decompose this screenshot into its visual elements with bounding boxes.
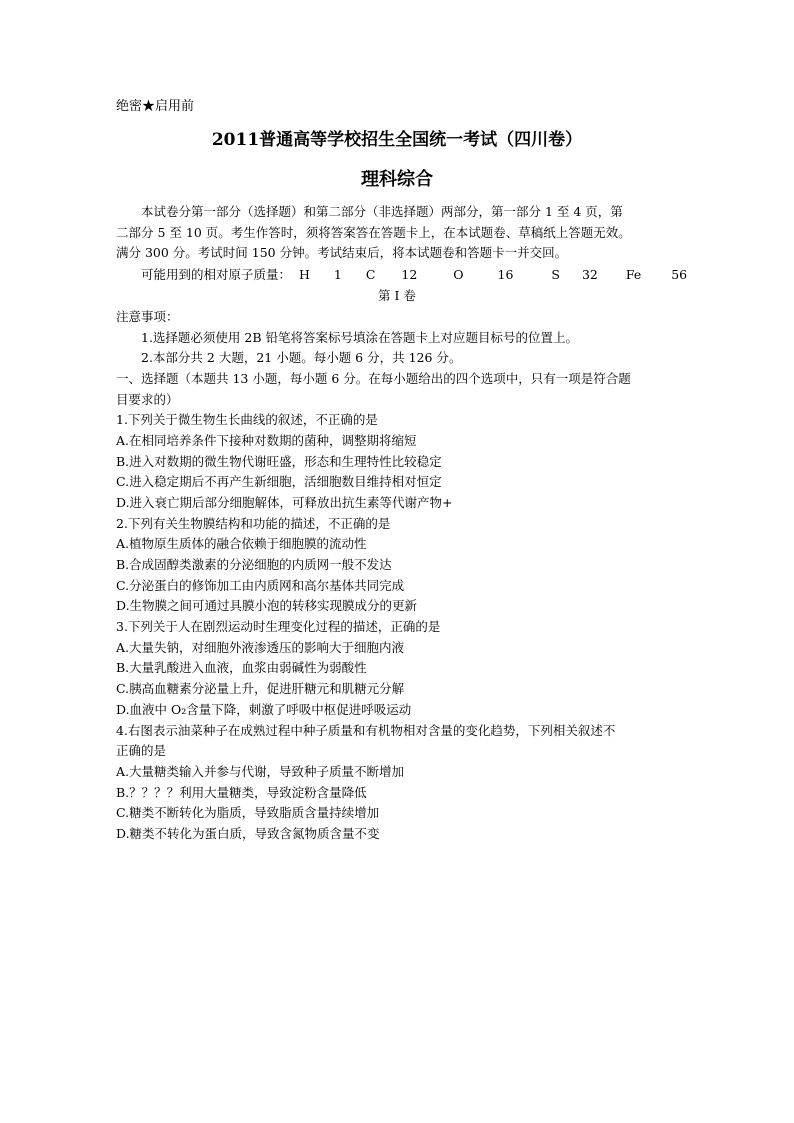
question-4-option-b: B.？？？？利用大量糖类，导致淀粉含量降低	[116, 785, 367, 800]
question-1-option-d: D.进入衰亡期后部分细胞解体，可释放出抗生素等代谢产物+	[116, 495, 453, 510]
intro-line-2: 二部分 5 至 10 页。考生作答时，须将答案答在答题卡上，在本试题卷、草稿纸上答题无效。	[116, 225, 631, 240]
question-2-option-c: C.分泌蛋白的修饰加工由内质网和高尔基体共同完成	[116, 578, 405, 593]
question-4-option-c: C.糖类不断转化为脂质，导致脂质含量持续增加	[116, 805, 380, 820]
question-4-option-a: A.大量糖类输入并参与代谢，导致种子质量不断增加	[116, 764, 405, 779]
notes-heading: 注意事项：	[116, 309, 179, 324]
mass-symbol: Fe	[625, 267, 642, 282]
question-3-option-a: A.大量失钠，对细胞外液渗透压的影响大于细胞内液	[116, 640, 405, 655]
page-subtitle: 理科综合	[361, 169, 433, 190]
question-4-option-d: D.糖类不转化为蛋白质，导致含氮物质含量不变	[116, 826, 380, 841]
mass-value: 1	[333, 267, 342, 282]
question-1-option-a: A.在相同培养条件下接种对数期的菌种，调整期将缩短	[116, 433, 417, 448]
page-title: 2011普通高等学校招生全国统一考试（四川卷）	[211, 130, 583, 150]
atomic-masses-label: 可能用到的相对原子质量：	[141, 267, 292, 282]
question-1-stem: 1.下列关于微生物生长曲线的叙述，不正确的是	[116, 412, 378, 427]
atomic-masses-line	[141, 265, 687, 285]
question-4-stem-line-2: 正确的是	[116, 743, 167, 758]
mass-symbol: C	[365, 267, 376, 282]
section-heading-line-2: 目要求的）	[116, 392, 179, 407]
mass-value: 12	[401, 267, 418, 282]
mass-value: 56	[671, 267, 688, 282]
volume-label: 第 I 卷	[378, 288, 416, 303]
question-3-option-d: D.血液中 O₂含量下降，刺激了呼吸中枢促进呼吸运动	[116, 702, 412, 717]
question-1-option-b: B.进入对数期的微生物代谢旺盛，形态和生理特性比较稳定	[116, 454, 442, 469]
secret-label: 绝密★启用前	[116, 99, 195, 114]
question-3-option-c: C.胰高血糖素分泌量上升，促进肝糖元和肌糖元分解	[116, 681, 405, 696]
question-3-option-b: B.大量乳酸进入血液，血浆由弱碱性为弱酸性	[116, 660, 367, 675]
mass-symbol: S	[551, 267, 560, 282]
note-item-1: 1.选择题必须使用 2B 铅笔将答案标号填涂在答题卡上对应题目标号的位置上。	[141, 330, 579, 345]
question-4-stem-line-1: 4.右图表示油菜种子在成熟过程中种子质量和有机物相对含量的变化趋势，下列相关叙述不	[116, 723, 616, 738]
question-3-stem: 3.下列关于人在剧烈运动时生理变化过程的描述，正确的是	[116, 619, 441, 634]
mass-symbol: H	[299, 267, 310, 282]
mass-symbol: O	[453, 267, 464, 282]
section-heading-line-1: 一、选择题（本题共 13 小题，每小题 6 分。在每小题给出的四个选项中，只有一项是符合题	[116, 371, 631, 386]
question-2-option-d: D.生物膜之间可通过具膜小泡的转移实现膜成分的更新	[116, 598, 418, 613]
question-2-option-b: B.合成固醇类激素的分泌细胞的内质网一般不发达	[116, 557, 392, 572]
question-2-stem: 2.下列有关生物膜结构和功能的描述，不正确的是	[116, 516, 391, 531]
note-item-2: 2.本部分共 2 大题，21 小题。每小题 6 分，共 126 分。	[141, 350, 462, 365]
question-1-option-c: C.进入稳定期后不再产生新细胞，活细胞数目维持相对恒定	[116, 474, 442, 489]
intro-line-3: 满分 300 分。考试时间 150 分钟。考试结束后，将本试题卷和答题卡一并交回。	[116, 245, 568, 260]
mass-value: 32	[581, 267, 598, 282]
mass-value: 16	[497, 267, 514, 282]
intro-line-1: 本试卷分第一部分（选择题）和第二部分（非选择题）两部分，第一部分 1 至 4 页，第	[141, 204, 623, 219]
question-2-option-a: A.植物原生质体的融合依赖于细胞膜的流动性	[116, 536, 367, 551]
